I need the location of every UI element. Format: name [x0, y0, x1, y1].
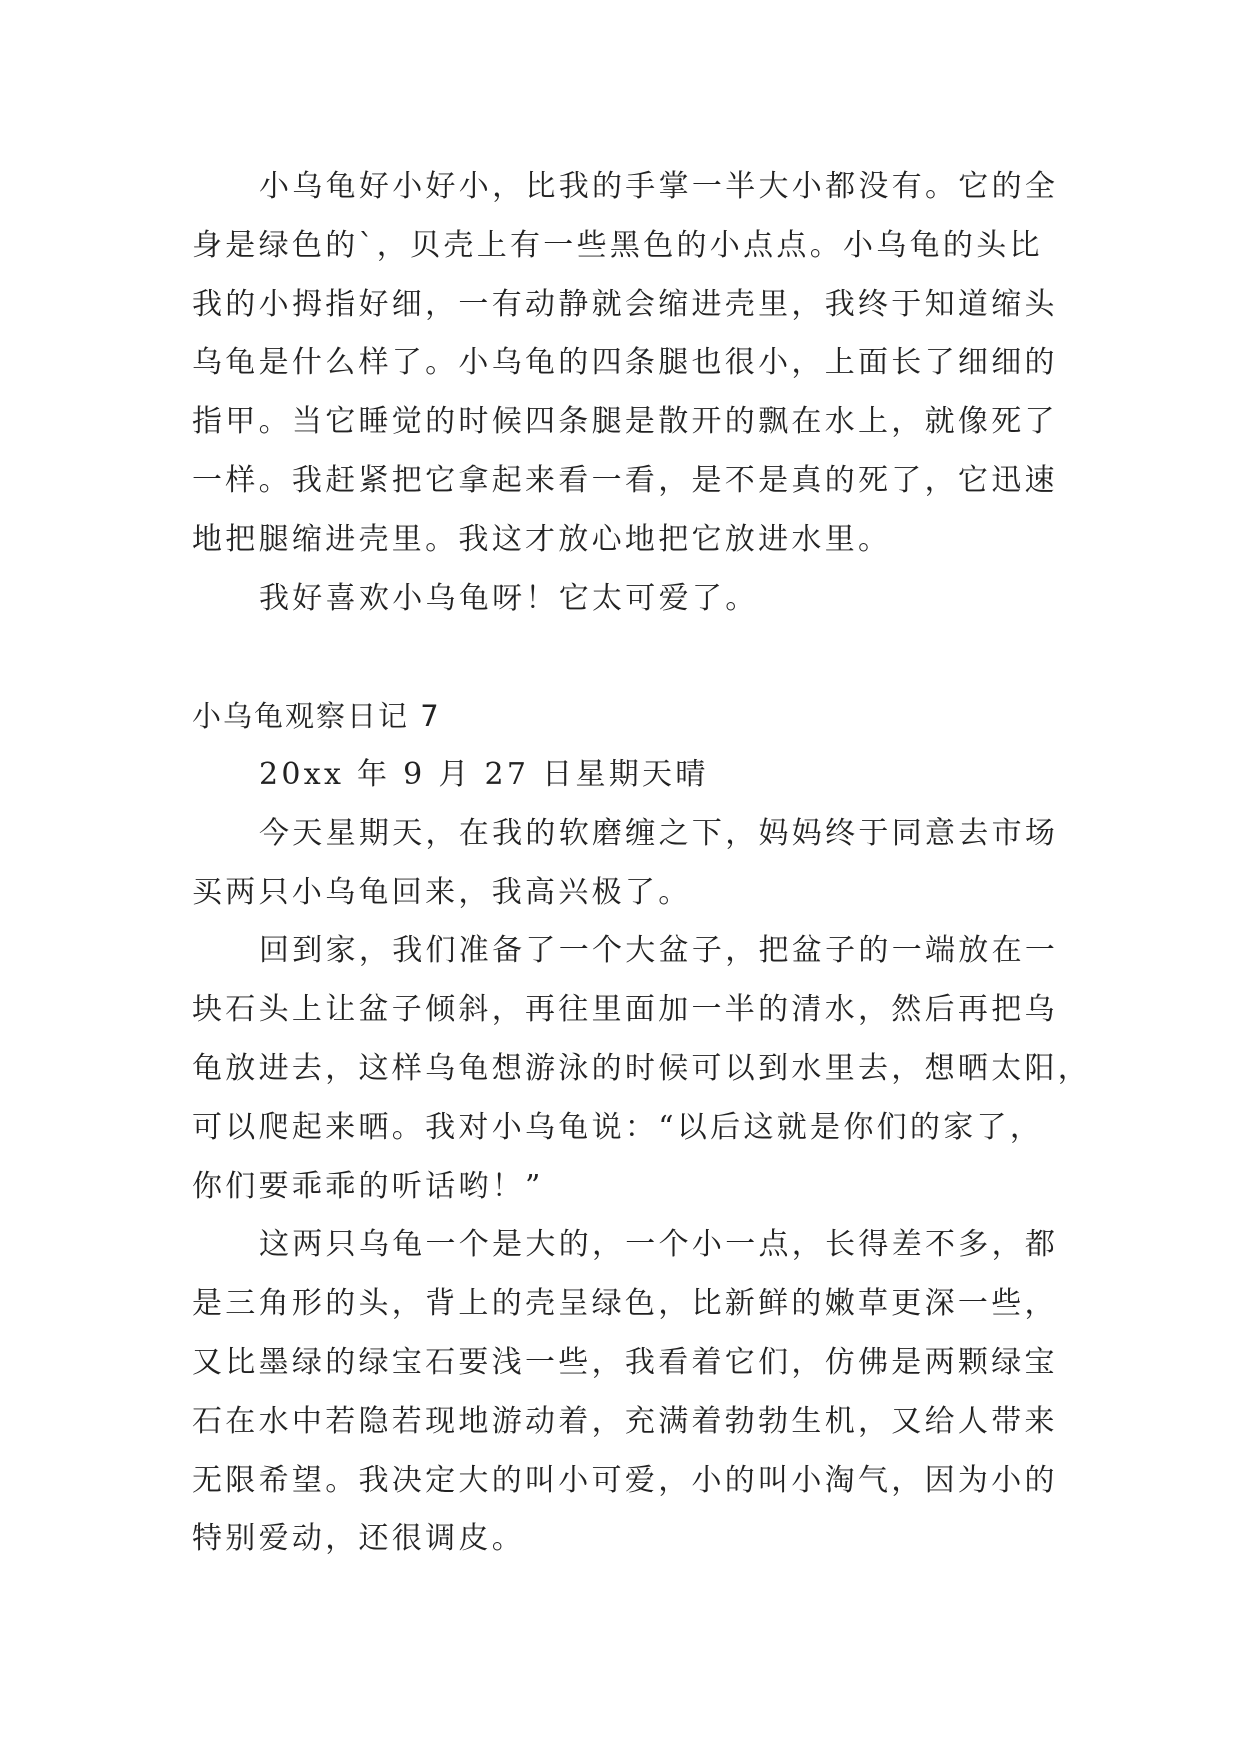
text-line: 指甲。当它睡觉的时候四条腿是散开的飘在水上，就像死了 — [192, 404, 1058, 440]
text-line: 一样。我赶紧把它拿起来看一看，是不是真的死了，它迅速 — [192, 462, 1058, 498]
text-line: 我好喜欢小乌龟呀！它太可爱了。 — [259, 580, 759, 616]
text-line: 我的小拇指好细，一有动静就会缩进壳里，我终于知道缩头 — [192, 286, 1058, 322]
text-line: 今天星期天，在我的软磨缠之下，妈妈终于同意去市场 — [259, 815, 1059, 851]
paragraph-setting-up-home — [192, 922, 1092, 1216]
text-line: 无限希望。我决定大的叫小可爱，小的叫小淘气，因为小的 — [192, 1462, 1058, 1498]
paragraph-two-turtles — [192, 1216, 1059, 1569]
text-line: 乌龟是什么样了。小乌龟的四条腿也很小，上面长了细细的 — [192, 345, 1058, 381]
paragraph-turtle-description — [192, 158, 1059, 570]
text-line: 块石头上让盆子倾斜，再往里面加一半的清水，然后再把乌 — [192, 992, 1058, 1028]
text-line: 龟放进去，这样乌龟想游泳的时候可以到水里去，想晒太阳， — [192, 1050, 1092, 1086]
document-body — [192, 158, 1092, 1569]
text-line: 石在水中若隐若现地游动着，充满着勃勃生机，又给人带来 — [192, 1403, 1058, 1439]
text-line: 身是绿色的`，贝壳上有一些黑色的小点点。小乌龟的头比 — [192, 227, 1043, 263]
text-line: 这两只乌龟一个是大的，一个小一点，长得差不多，都 — [259, 1227, 1059, 1263]
text-line: 回到家，我们准备了一个大盆子，把盆子的一端放在一 — [259, 933, 1059, 969]
text-line: 是三角形的头，背上的壳呈绿色，比新鲜的嫩草更深一些， — [192, 1286, 1058, 1322]
diary-date: 20xx 年 9 月 27 日星期天晴 — [259, 756, 709, 792]
text-line: 小乌龟好小好小，比我的手掌一半大小都没有。它的全 — [259, 169, 1059, 204]
text-line: 地把腿缩进壳里。我这才放心地把它放进水里。 — [192, 521, 892, 557]
diary-title: 小乌龟观察日记 7 — [192, 699, 441, 734]
paragraph-buying-turtles — [192, 805, 1059, 923]
section-gap — [192, 628, 1052, 687]
paragraph-love-turtle — [192, 570, 1052, 629]
text-line: 可以爬起来晒。我对小乌龟说：“以后这就是你们的家了， — [192, 1109, 1044, 1145]
text-line: 特别爱动，还很调皮。 — [192, 1521, 525, 1557]
text-line: 买两只小乌龟回来，我高兴极了。 — [192, 874, 692, 910]
text-line: 你们要乖乖的听话哟！” — [192, 1168, 544, 1204]
text-line: 又比墨绿的绿宝石要浅一些，我看着它们，仿佛是两颗绿宝 — [192, 1344, 1058, 1380]
